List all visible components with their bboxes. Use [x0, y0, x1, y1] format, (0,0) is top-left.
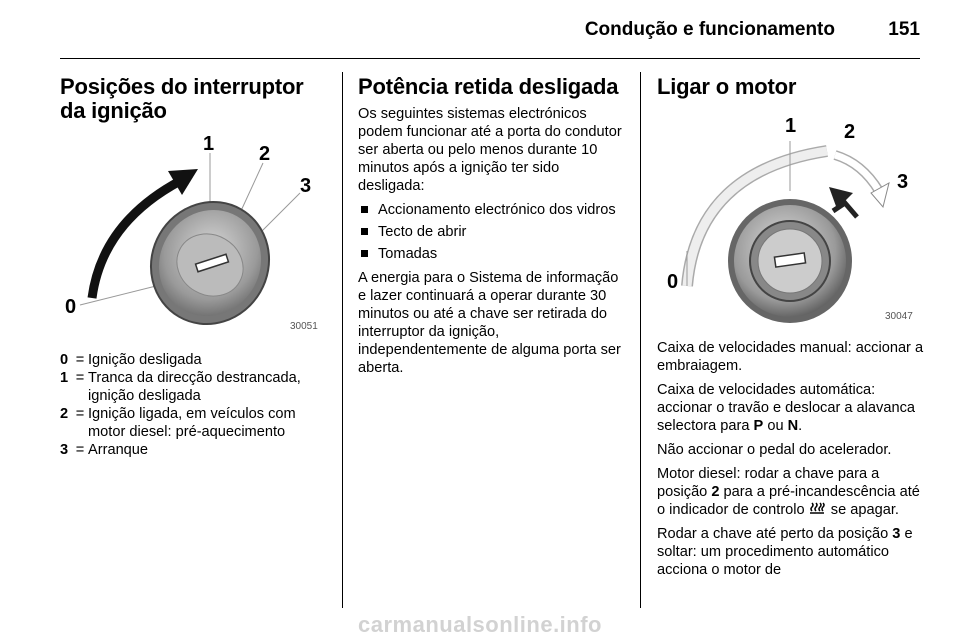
outro-paragraph: A energia para o Sistema de informação e lazer continuará a operar durante 30 minutos ou até a chave ser retirada do interruptor da ignição, independentemente de alguma porta ser aberta. — [358, 270, 621, 376]
accelerator-paragraph: Não accionar o pedal do acelerador. — [657, 442, 892, 458]
starting-figure — [657, 111, 921, 329]
list-item: Tomadas — [358, 245, 626, 263]
diesel-paragraph: Motor diesel: rodar a chave para a posição 2 para a pré-incandescência até o indicador de controlo se apagar. — [657, 466, 920, 518]
position-label-2: 2 — [259, 143, 271, 165]
header-rule — [60, 58, 920, 59]
legend-row: 3 = Arranque — [60, 442, 149, 458]
start-paragraph: Rodar a chave até perto da posição 3 e soltar: um procedimento automático acciona o motor de — [657, 526, 913, 578]
position-label-2: 2 — [844, 121, 856, 143]
column-divider — [640, 72, 641, 608]
key-turn-diagram — [657, 111, 921, 329]
page-header — [0, 0, 960, 60]
legend-row: 0 = Ignição desligada — [60, 352, 202, 368]
legend-row: 2 = Ignição ligada, em veículos com motor diesel: pré-aquecimento — [60, 406, 296, 440]
ignition-figure — [60, 133, 328, 343]
position-label-3: 3 — [897, 171, 909, 193]
position-label-1: 1 — [203, 133, 215, 155]
manual-gearbox-paragraph: Caixa de velocidades manual: accionar a embraiagem. — [657, 340, 924, 374]
page-number: 151 — [888, 19, 920, 40]
glow-plug-icon — [809, 501, 827, 515]
header-title: Condução e funcionamento — [584, 19, 835, 40]
position-legend — [60, 351, 328, 459]
automatic-gearbox-paragraph: Caixa de velocidades automática: accionar o travão e deslocar a alavanca selectora para P ou N. — [657, 382, 915, 434]
position-label-3: 3 — [300, 175, 312, 197]
column-ignition-positions — [60, 75, 328, 459]
watermark: carmanualsonline.info — [358, 612, 602, 637]
ignition-switch-diagram — [60, 133, 328, 343]
legend-row: 1 = Tranca da direcção destrancada, ignição desligada — [60, 370, 301, 404]
section-heading: Posições do interruptor da ignição — [60, 74, 304, 123]
column-divider — [342, 72, 343, 608]
position-label-0: 0 — [65, 296, 77, 318]
position-label-1: 1 — [785, 115, 797, 137]
intro-paragraph: Os seguintes sistemas electrónicos podem funcionar até a porta do condutor ser aberta ou pelo menos durante 10 minutos após a ignição ter sido desligada: — [358, 106, 622, 194]
figure-number: 30047 — [885, 311, 913, 322]
position-label-0: 0 — [667, 271, 679, 293]
list-item: Accionamento electrónico dos vidros — [358, 201, 626, 219]
column-starting-engine — [657, 75, 925, 585]
section-heading: Ligar o motor — [657, 74, 797, 99]
list-item: Tecto de abrir — [358, 223, 626, 241]
figure-number: 30051 — [290, 321, 318, 332]
column-retained-power — [358, 75, 626, 383]
systems-list — [358, 201, 626, 263]
section-heading: Potência retida desligada — [358, 74, 619, 99]
